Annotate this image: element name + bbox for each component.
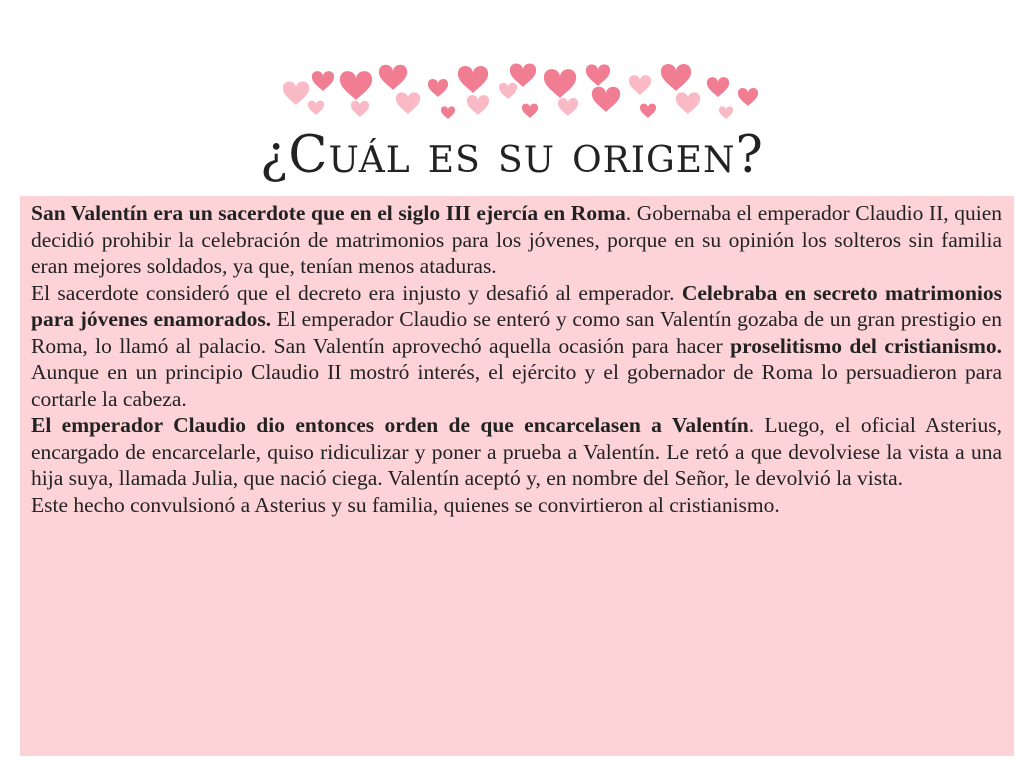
paragraph-2-bold-2: proselitismo del cristianismo. — [730, 333, 1002, 358]
heart-icons — [283, 64, 758, 119]
heart-icon — [458, 66, 488, 93]
heart-icon — [379, 65, 407, 90]
paragraph-3-bold: El emperador Claudio dio entonces orden de que encarcelasen a Valentín — [31, 413, 749, 437]
paragraph-2-text-2: El emperador Claudio se enteró y como san Valentín gozaba de un gran prestigio en Roma, lo llamó al palacio. San Valentín aprovechó aquella ocasión para hacer — [31, 307, 1002, 358]
paragraph-3 — [31, 412, 1002, 492]
hearts-decoration — [268, 62, 768, 128]
heart-icon — [629, 75, 651, 95]
paragraph-2-text-1: El sacerdote consideró que el decreto era injusto y desafió al emperador. — [31, 280, 682, 305]
paragraph-2-bold-1: Celebraba en secreto matrimonios para jóvenes enamorados. — [31, 280, 1002, 331]
heart-icon — [312, 71, 334, 91]
heart-icon — [738, 88, 758, 106]
heart-icon — [592, 87, 620, 112]
heart-icon — [499, 83, 517, 99]
heart-icon — [558, 98, 578, 116]
heart-icon — [661, 64, 691, 91]
heart-icon — [283, 82, 309, 105]
paragraph-1-text: . Gobernaba el emperador Claudio II, quien decidió prohibir la celebración de matrimonios para los jóvenes, porque en su opinión los solteros sin familia eran mejores soldados, ya que, tenían menos ataduras. — [31, 201, 1002, 278]
paragraph-2-text-3: Aunque en un principio Claudio II mostró interés, el ejército y el gobernador de Roma lo persuadieron para cortarle la cabeza. — [31, 360, 1002, 411]
heart-icon — [467, 95, 489, 115]
heart-icon — [544, 69, 576, 98]
slide-title: ¿Cuál es su origen? — [260, 126, 764, 185]
heart-icon — [351, 101, 369, 117]
heart-icon — [522, 104, 538, 118]
heart-icon — [340, 71, 372, 100]
heart-icon — [396, 92, 420, 114]
text-panel — [20, 196, 1014, 756]
heart-icon — [719, 106, 733, 119]
paragraph-2 — [31, 280, 1002, 413]
paragraph-3-text: . Luego, el oficial Asterius, encargado de encarcelarle, quiso ridiculizar y poner a prueba a Valentín. Le retó a que devolviese la vista a una hija suya, llamada Julia, que nació ciega. Valentín aceptó y, en nombre del Señor, le devolvió la vista. — [31, 413, 1002, 490]
paragraph-4 — [31, 492, 1002, 519]
heart-icon — [428, 79, 448, 97]
heart-icon — [308, 101, 324, 115]
paragraph-1 — [31, 200, 1002, 280]
heart-icon — [441, 106, 455, 119]
heart-icon — [676, 92, 700, 114]
heart-icon — [707, 77, 729, 97]
heart-icon — [586, 64, 610, 86]
paragraph-1-bold: San Valentín era un sacerdote que en el siglo III ejercía en Roma — [31, 201, 626, 225]
heart-icon — [640, 104, 656, 118]
paragraph-4-text: Este hecho convulsionó a Asterius y su familia, quienes se convirtieron al cristianismo. — [31, 492, 780, 517]
